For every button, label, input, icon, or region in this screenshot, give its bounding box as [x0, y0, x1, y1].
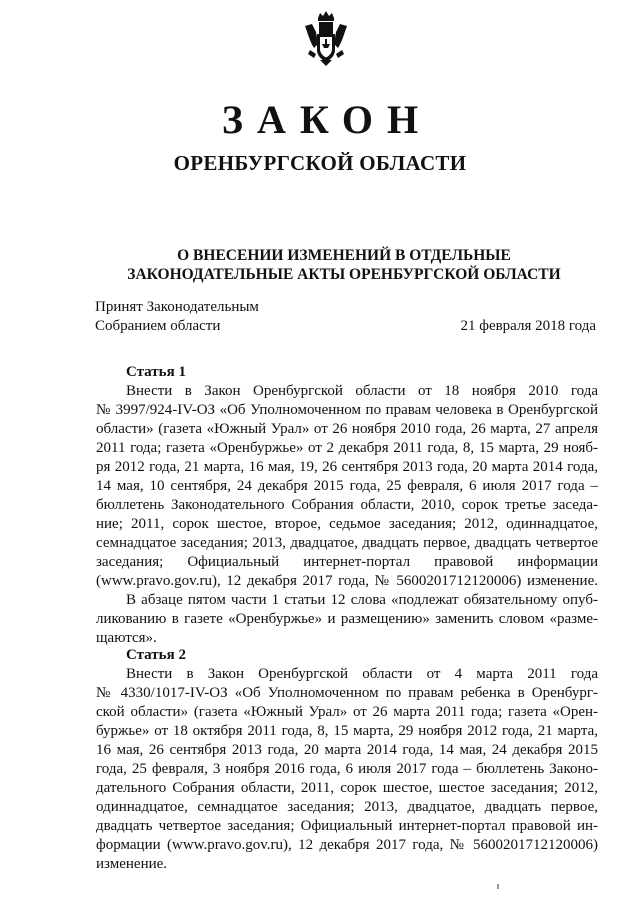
- text-line: 16 мая, 26 сентября 2013 года, 20 марта 2014 года, 14 мая, 24 декабря 2015: [96, 742, 598, 758]
- text-line: В абзаце пятом части 1 статьи 12 слова «подлежат обязательному опуб-: [126, 592, 598, 608]
- article-body: [96, 665, 598, 874]
- article-heading: Статья 1: [126, 364, 186, 380]
- text-line: 2011 года; газета «Оренбуржье» от 2 декабря 2011 года, 8, 15 марта, 29 нояб-: [96, 440, 598, 456]
- region-heading: ОРЕНБУРГСКОЙ ОБЛАСТИ: [173, 151, 467, 175]
- text-line: одиннадцатое, семнадцатое заседания; 2013, двадцатое, двадцать первое,: [96, 799, 598, 815]
- adoption-date: 21 февраля 2018 года: [460, 318, 596, 334]
- adoption-note: [95, 298, 259, 336]
- text-line: Внести в Закон Оренбургской области от 4 марта 2011 года: [126, 666, 598, 682]
- text-line: двадцать четвертое заседания; Официальный интернет-портал правовой ин-: [96, 818, 598, 834]
- text-line: Внести в Закон Оренбургской области от 18 ноября 2010 года: [126, 383, 598, 399]
- adoption-line: Собранием области: [95, 318, 221, 334]
- adoption-line: Принят Законодательным: [95, 299, 259, 315]
- text-line: ря 2012 года, 21 марта, 16 мая, 19, 26 сентября 2013 года, 20 марта 2014 года,: [96, 459, 598, 475]
- text-line: № 4330/1017-IV-ОЗ «Об Уполномоченном по правам ребенка в Оренбург-: [96, 685, 598, 701]
- text-line: № 3997/924-IV-ОЗ «Об Уполномоченном по правам человека в Оренбургской: [96, 402, 598, 418]
- text-line: дательного Собрания области, 2011, сорок шестое, шестое заседания; 2012,: [96, 780, 598, 796]
- article-heading: Статья 2: [126, 647, 186, 663]
- text-line: (www.pravo.gov.ru), 12 декабря 2017 года, № 5600201712120006) изменение.: [96, 573, 598, 589]
- text-line: области» (газета «Южный Урал» от 26 ноября 2010 года, 26 марта, 27 апреля: [96, 421, 598, 437]
- text-line: изменение.: [96, 856, 168, 872]
- text-line: бюллетень Законодательного Собрания области, 2010, сорок третье заседа-: [96, 497, 598, 513]
- text-line: ликованию в газете «Оренбуржье» и размещению» заменить словом «разме-: [96, 611, 598, 627]
- scan-mark: [497, 884, 499, 889]
- text-line: ние; 2011, сорок шестое, второе, седьмое заседания; 2012, одиннадцатое,: [96, 516, 598, 532]
- text-line: ской области» (газета «Южный Урал» от 26 марта 2011 года; газета «Орен-: [96, 704, 598, 720]
- text-line: формации (www.pravo.gov.ru), 12 декабря 2017 года, № 5600201712120006): [96, 837, 598, 853]
- text-line: щаются».: [96, 630, 157, 646]
- text-line: буржье» от 18 октября 2011 года, 8, 15 марта, 29 ноября 2012 года, 21 марта,: [96, 723, 598, 739]
- law-title-line: ЗАКОНОДАТЕЛЬНЫЕ АКТЫ ОРЕНБУРГСКОЙ ОБЛАСТИ: [127, 266, 561, 283]
- law-title: [0, 246, 640, 284]
- law-heading: ЗАКОН: [221, 97, 433, 142]
- law-title-line: О ВНЕСЕНИИ ИЗМЕНЕНИЙ В ОТДЕЛЬНЫЕ: [177, 247, 511, 264]
- article-body: [96, 382, 598, 648]
- text-line: 14 мая, 10 сентября, 24 декабря 2015 года, 25 февраля, 6 июля 2017 года –: [96, 478, 598, 494]
- text-line: заседания; Официальный интернет-портал правовой информации: [96, 554, 598, 570]
- coat-of-arms-emblem: [302, 10, 350, 66]
- text-line: года, 25 февраля, 3 ноября 2016 года, 6 июля 2017 года – бюллетень Законо-: [96, 761, 598, 777]
- text-line: семнадцатое заседания; 2013, двадцатое, двадцать первое, двадцать четвертое: [96, 535, 598, 551]
